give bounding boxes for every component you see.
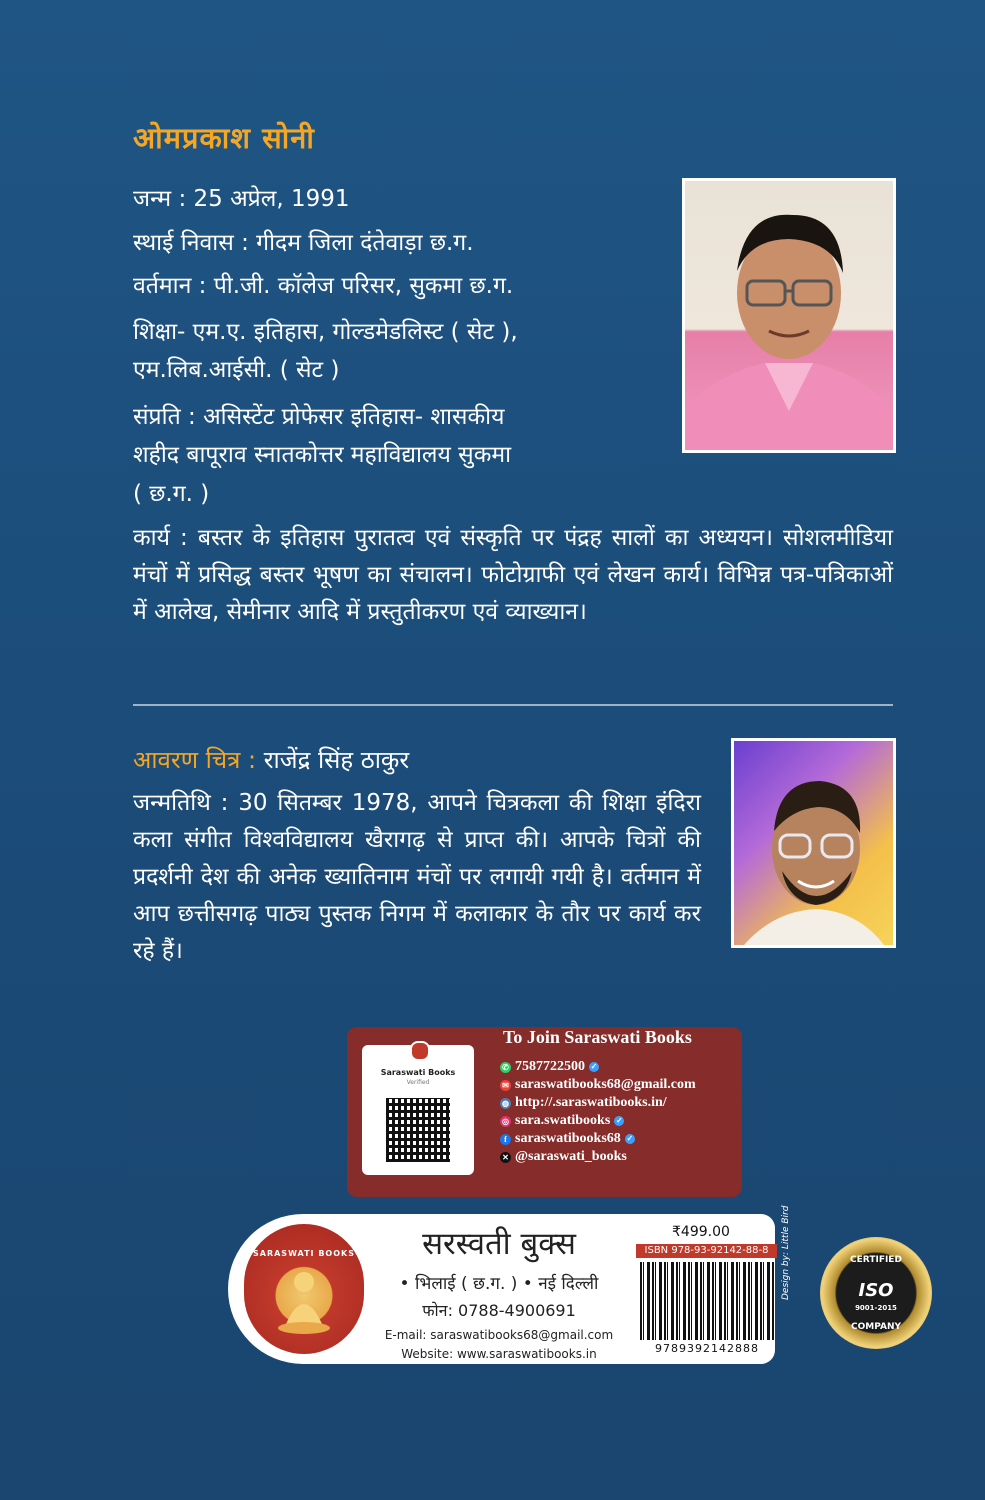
- author-name: ओमप्रकाश सोनी: [133, 121, 315, 155]
- email-address: saraswatibooks68@gmail.com: [515, 1077, 696, 1092]
- publisher-phone: फोन: 0788-4900691: [422, 1301, 576, 1320]
- design-credit: Design by: Little Bird: [781, 1205, 791, 1300]
- social-instagram[interactable]: [500, 1113, 624, 1129]
- author-work-text: कार्य : बस्तर के इतिहास पुरातत्व एवं संस्कृति पर पंद्रह सालों का अध्ययन। सोशलमीडिया मंचों में प्रसिद्ध बस्तर भूषण का संचालन। फोटोग्राफी एवं लेखन कार्य। विभिन्न पत्र-पत्रिकाओं में आलेख, सेमीनार आदि में प्रस्तुतीकरण एवं व्याख्यान।: [133, 525, 893, 625]
- author-education-line1: शिक्षा- एम.ए. इतिहास, गोल्डमेडलिस्ट ( सेट ),: [133, 319, 518, 345]
- isbn: ISBN 978-93-92142-88-8: [636, 1244, 777, 1258]
- author-portrait-illustration: [685, 181, 893, 450]
- author-current-address: वर्तमान : पी.जी. कॉलेज परिसर, सुकमा छ.ग.: [133, 273, 514, 299]
- section-divider: [133, 704, 893, 706]
- publisher-logo: [244, 1224, 364, 1354]
- author-permanent-address: स्थाई निवास : गीदम जिला दंतेवाड़ा छ.ग.: [133, 230, 474, 256]
- website-url: http://.saraswatibooks.in/: [515, 1095, 667, 1110]
- artist-bio-text: जन्मतिथि : 30 सितम्बर 1978, आपने चित्रकला की शिक्षा इंदिरा कला संगीत विश्वविद्यालय खैरागढ़ से प्राप्त की। आपके चित्रों की प्रदर्शनी देश की अनेक ख्यातिनाम मंचों पर लगायी गयी है। वर्तमान में आप छत्तीसगढ़ पाठ्य पुस्तक निगम में कलाकार के तौर पर कार्य कर रहे हैं।: [133, 790, 701, 964]
- barcode-number: 9789392142888: [655, 1342, 759, 1355]
- verified-icon: ✓: [615, 1116, 623, 1125]
- artist-heading: [133, 743, 409, 776]
- artist-portrait-illustration: [734, 741, 893, 945]
- author-birth: जन्म : 25 अप्रेल, 1991: [133, 186, 350, 212]
- globe-icon: ◍: [500, 1098, 511, 1109]
- publisher-website[interactable]: Website: www.saraswatibooks.in: [401, 1347, 597, 1361]
- qr-brand-logo-icon: [410, 1041, 430, 1061]
- verified-icon: ✓: [590, 1062, 598, 1071]
- social-whatsapp[interactable]: [500, 1059, 599, 1075]
- social-x[interactable]: [500, 1149, 627, 1165]
- x-handle: @saraswati_books: [515, 1149, 627, 1164]
- artist-photo: [731, 738, 896, 948]
- author-photo: [682, 178, 896, 453]
- saraswati-figure-icon: [244, 1224, 364, 1354]
- barcode: [640, 1262, 774, 1340]
- verified-icon: ✓: [626, 1134, 634, 1143]
- publisher-email[interactable]: E-mail: saraswatibooks68@gmail.com: [384, 1328, 614, 1342]
- author-position-line2: शहीद बापूराव स्नातकोत्तर महाविद्यालय सुकमा: [133, 442, 512, 468]
- seal-bottom-text: COMPANY: [851, 1322, 901, 1332]
- qr-verified-label: Verified: [406, 1079, 430, 1086]
- artist-bio: [133, 785, 701, 970]
- whatsapp-icon: ✆: [500, 1062, 511, 1073]
- publisher-cities: • भिलाई ( छ.ग. ) • नई दिल्ली: [399, 1274, 599, 1294]
- author-position-line3: ( छ.ग. ): [133, 481, 210, 507]
- x-icon: ✕: [500, 1152, 511, 1163]
- publisher-logo-text: SARASWATI BOOKS: [253, 1249, 355, 1258]
- facebook-icon: f: [500, 1134, 511, 1145]
- instagram-handle: sara.swatibooks: [515, 1113, 611, 1128]
- price: ₹499.00: [672, 1224, 730, 1240]
- artist-name: राजेंद्र सिंह ठाकुर: [263, 746, 410, 774]
- seal-top-text: CERTIFIED: [850, 1255, 902, 1265]
- social-email[interactable]: [500, 1077, 696, 1093]
- publisher-name: सरस्वती बुक्स: [422, 1226, 576, 1262]
- author-education-line2: एम.लिब.आईसी. ( सेट ): [133, 357, 340, 383]
- whatsapp-number: 7587722500: [515, 1059, 585, 1074]
- artist-label: आवरण चित्र :: [133, 746, 257, 774]
- facebook-handle: saraswatibooks68: [515, 1131, 621, 1146]
- author-position-line1: संप्रति : असिस्टेंट प्रोफेसर इतिहास- शासकीय: [133, 404, 505, 430]
- seal-standard-text: 9001-2015: [855, 1304, 897, 1312]
- social-facebook[interactable]: [500, 1131, 635, 1147]
- qr-code[interactable]: [386, 1098, 450, 1162]
- qr-brand-name: Saraswati Books: [380, 1068, 456, 1077]
- social-website[interactable]: [500, 1095, 667, 1111]
- seal-center-text: ISO: [858, 1280, 894, 1301]
- instagram-icon: ◎: [500, 1116, 511, 1127]
- social-title: To Join Saraswati Books: [503, 1027, 692, 1047]
- author-work: [133, 520, 893, 631]
- mail-icon: ✉: [500, 1080, 511, 1091]
